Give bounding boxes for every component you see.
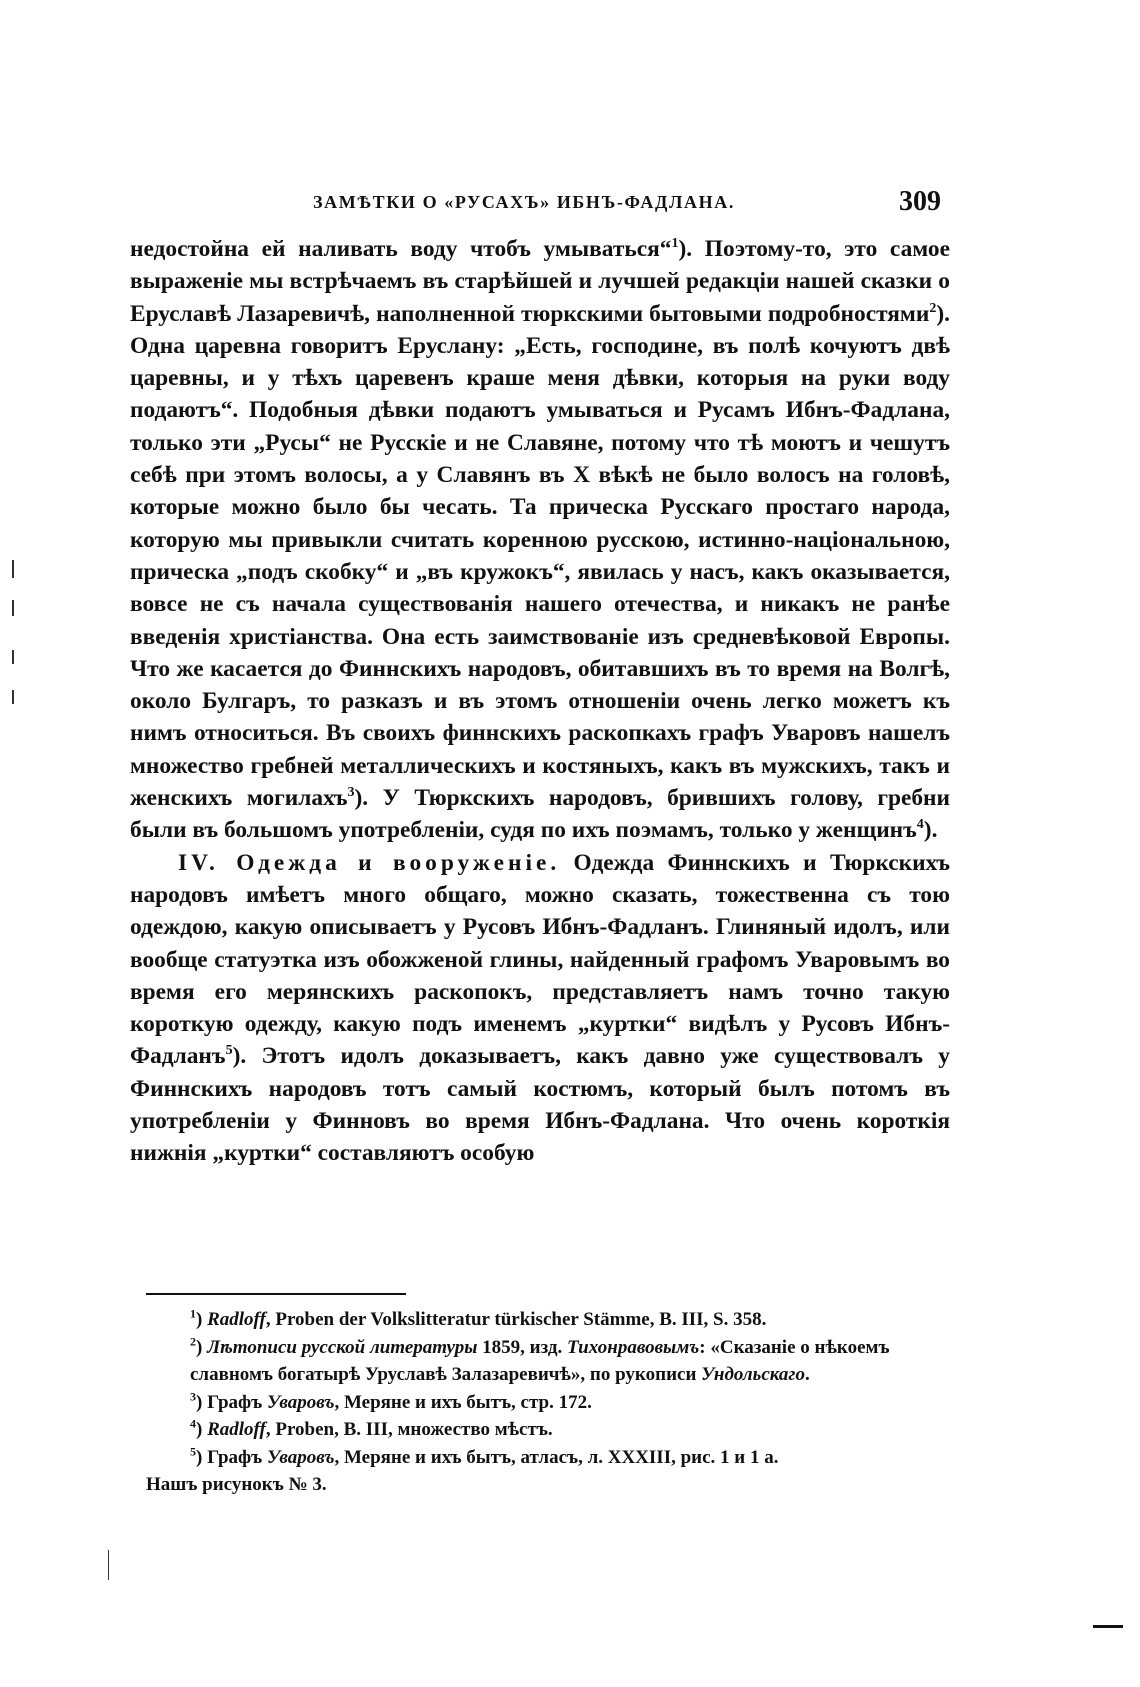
margin-scan-mark bbox=[12, 600, 14, 616]
page-number: 309 bbox=[899, 186, 941, 217]
footnote-author: Уваровъ bbox=[267, 1391, 335, 1413]
footnotes bbox=[146, 1306, 950, 1499]
paragraph-2 bbox=[130, 847, 950, 1170]
footnote-ref: 2 bbox=[929, 300, 937, 316]
footnote-text: , Proben, B. III, множество мѣстъ. bbox=[265, 1419, 553, 1440]
footnote-manuscript: Ундольскаго bbox=[701, 1364, 805, 1385]
footnote-ref: 3 bbox=[347, 785, 355, 801]
footnote-prefix: Графъ bbox=[207, 1446, 268, 1468]
footnote-author: Уваровъ bbox=[267, 1446, 335, 1468]
page-header bbox=[0, 186, 1140, 226]
footnote-4: $^4$) Radloff, Proben, B. III, множество мѣстъ. bbox=[190, 1416, 553, 1440]
footnote-text: , Меряне и ихъ бытъ, атласъ, л. XXXIII, рис. 1 и 1 a. bbox=[334, 1446, 779, 1468]
footnote-mark: 1 bbox=[190, 1306, 196, 1321]
footnote-ref: 4 bbox=[916, 817, 924, 833]
footnote-mark: 4 bbox=[190, 1416, 196, 1431]
running-head: ЗАМѢТКИ О «РУСАХЪ» ИБНЪ-ФАДЛАНА. bbox=[313, 192, 735, 212]
text-run: недостойна ей наливать воду чтобъ умываться“ bbox=[130, 236, 672, 262]
footnote-text: : «Сказаніе о нѣкоемъ славномъ богатырѣ Уруславѣ Залазаревичѣ», по рукописи bbox=[190, 1336, 890, 1385]
footnote-3: $^3$) Графъ Уваровъ, Меряне и ихъ бытъ, стр. 172. bbox=[190, 1389, 592, 1413]
footnote-author: Radloff bbox=[207, 1419, 266, 1440]
footnote-text: , Proben der Volkslitteratur türkischer Stämme, B. III, S. 358. bbox=[265, 1309, 767, 1330]
margin-scan-mark bbox=[12, 650, 14, 664]
footnote-editor: Тихонравовымъ bbox=[567, 1336, 700, 1358]
margin-scan-mark bbox=[12, 690, 14, 704]
main-text bbox=[130, 233, 950, 1170]
margin-scan-mark bbox=[12, 560, 14, 578]
margin-scan-mark bbox=[108, 1550, 109, 1580]
footnote-1: $^1$) Radloff, Proben der Volkslitteratur türkischer Stämme, B. III, S. 358. bbox=[190, 1306, 767, 1330]
footnote-text: , Меряне и ихъ бытъ, стр. 172. bbox=[334, 1391, 592, 1413]
footnote-text: . bbox=[804, 1364, 810, 1385]
footnote-5: $^5$) Графъ Уваровъ, Меряне и ихъ бытъ, атласъ, л. XXXIII, рис. 1 и 1 a. bbox=[190, 1444, 779, 1468]
footnote-author: Radloff bbox=[207, 1309, 266, 1330]
edge-dash-mark bbox=[1093, 1625, 1123, 1628]
footnote-ref: 5 bbox=[225, 1043, 233, 1059]
text-run: ). Поэтому-то, это самое выраженіе мы встрѣчаемъ въ старѣйшей и лучшей редакціи нашей сказки о Еруславѣ Лазаревичѣ, наполненной тюркскими бытовыми подробностями bbox=[130, 236, 951, 327]
footnote-mark: 5 bbox=[190, 1444, 196, 1459]
text-run: ). Одна царевна говоритъ Еруслану: „Есть, господине, въ полѣ кочуютъ двѣ царевны, и у тѣхъ царевенъ краше меня дѣвки, которыя на руки воду подаютъ“. Подобныя дѣвки подаютъ умываться и Русамъ Ибнъ-Фадлана, только эти „Русы“ не Русскіе и не Славяне, потому что тѣ моютъ и чешутъ себѣ при этомъ волосы, а у Славянъ въ X вѣкѣ не было волосъ на головѣ, которые можно было бы чесать. Та прическа Русскаго простаго народа, которую мы привыкли считать коренною русскою, истинно-національною, прическа „подъ скобку“ и „въ кружокъ“, явилась у насъ, какъ оказывается, вовсе не съ начала существованія нашего отечества, и никакъ не ранѣе введенія христіанства. Она есть заимствованіе изъ средневѣковой Европы. Что же касается до Финнскихъ народовъ, обитавшихъ въ то время на Волгѣ, около Булгаръ, то разказъ и въ этомъ отношеніи очень легко можетъ къ нимъ относиться. Въ своихъ финнскихъ раскопкахъ графъ Уваровъ нашелъ множество гребней металлическихъ и костяныхъ, какъ въ мужскихъ, такъ и женскихъ могилахъ bbox=[130, 300, 950, 812]
footnote-prefix: Графъ bbox=[207, 1391, 268, 1413]
paragraph-1 bbox=[130, 233, 950, 847]
footnote-mark: 2 bbox=[190, 1334, 196, 1349]
footnote-5-continuation: Нашъ рисунокъ № 3. bbox=[146, 1474, 327, 1495]
text-run: ). У Тюркскихъ народовъ, брившихъ голову, гребни были въ большомъ употребленіи, судя по ихъ поэмамъ, только у женщинъ bbox=[130, 785, 950, 844]
footnote-text: 1859, изд. bbox=[477, 1336, 568, 1358]
text-run: Одежда Финнскихъ и Тюркскихъ народовъ имѣетъ много общаго, можно сказать, тожественна съ тою одеждою, какую описываетъ у Русовъ Ибнъ-Фадланъ. Глиняный идолъ, или вообще статуэтка изъ обожженой глины, найденный графомъ Уваровымъ во время его мерянскихъ раскопокъ, представляетъ намъ точно такую короткую одежду, какую подъ именемъ „куртки“ видѣлъ у Русовъ Ибнъ-Фадланъ bbox=[130, 849, 951, 1070]
text-run: ). Этотъ идолъ доказываетъ, какъ давно уже существовалъ у Финнскихъ народовъ тотъ самый костюмъ, который былъ потомъ въ употребленіи у Финновъ во время Ибнъ-Фадлана. Что очень короткія нижнія „куртки“ составляютъ особую bbox=[130, 1043, 950, 1167]
footnote-2: $^2$) Лѣтописи русской литературы 1859, изд. Тихонравовымъ: «Сказаніе о нѣкоемъ славномъ богатырѣ Уруславѣ Залазаревичѣ», по рукописи Ундольскаго. bbox=[190, 1334, 890, 1385]
footnote-separator bbox=[146, 1293, 406, 1295]
footnote-mark: 3 bbox=[190, 1389, 196, 1404]
footnote-ref: 1 bbox=[671, 236, 679, 252]
text-run: ). bbox=[923, 817, 938, 844]
section-heading: IV. Одежда и вооруженіе. bbox=[178, 849, 561, 876]
footnote-source: Лѣтописи русской литературы bbox=[207, 1336, 478, 1358]
